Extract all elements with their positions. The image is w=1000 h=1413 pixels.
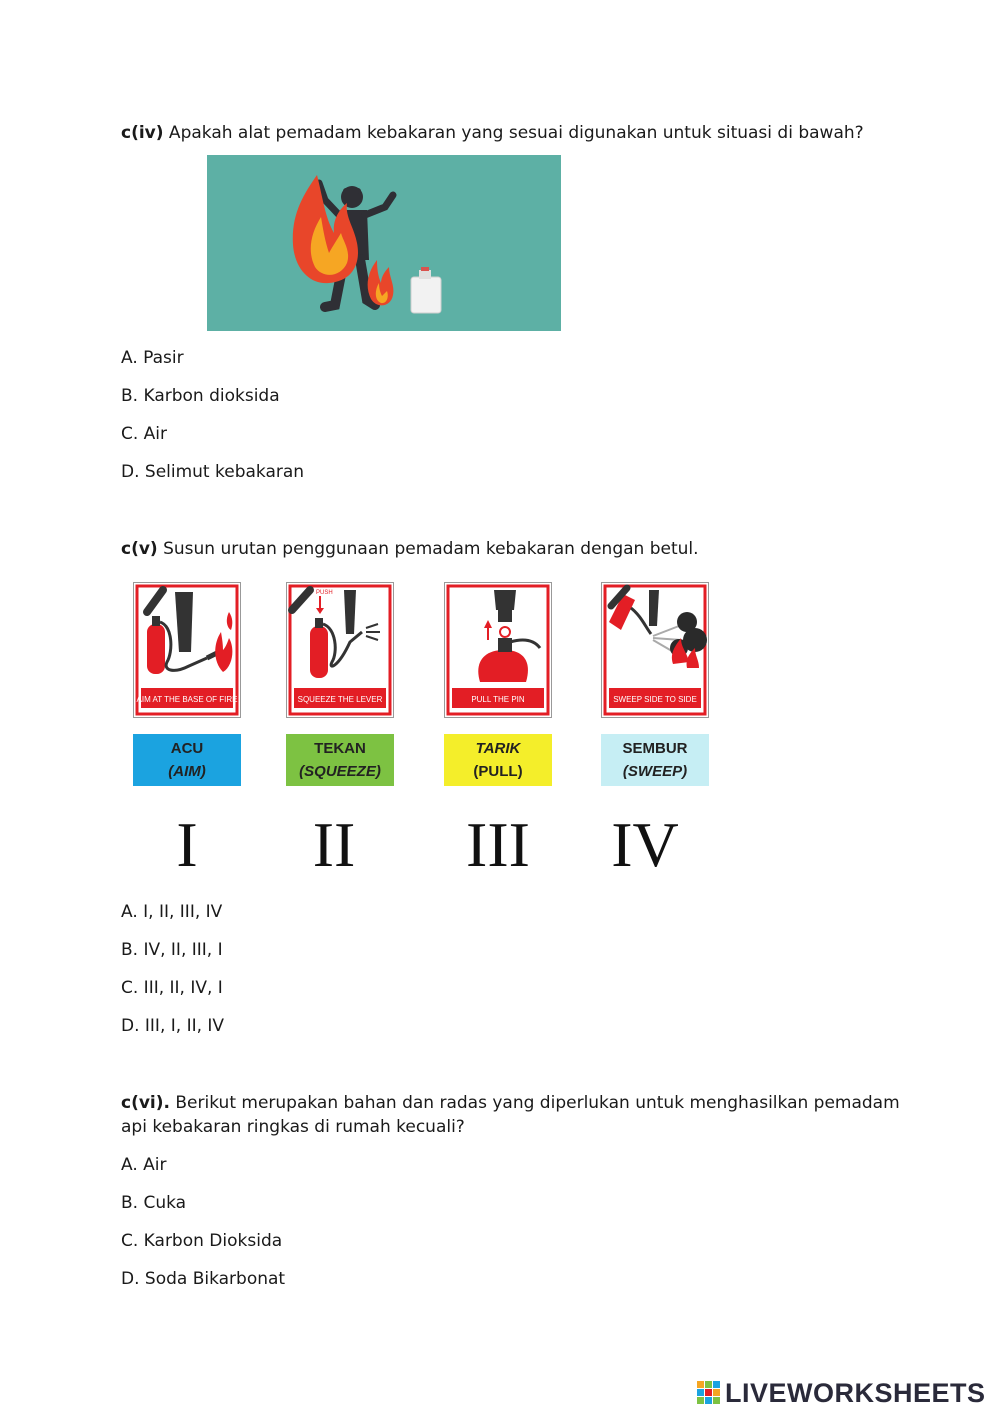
q5-option-b[interactable]: B. IV, II, III, I bbox=[121, 940, 223, 960]
question-c4 bbox=[121, 121, 864, 145]
label-word-tarik: TARIK bbox=[475, 740, 521, 757]
label-eng-squeeze: (SQUEEZE) bbox=[299, 763, 381, 780]
question-c6-label: c(vi). bbox=[121, 1093, 170, 1113]
label-box-acu bbox=[133, 734, 241, 786]
q4-option-d[interactable]: D. Selimut kebakaran bbox=[121, 462, 305, 482]
question-c5 bbox=[121, 537, 699, 561]
question-c6-text: Berikut merupakan bahan dan radas yang diperlukan untuk menghasilkan pemadam bbox=[169, 1093, 900, 1113]
extinguisher-card-squeeze bbox=[286, 582, 394, 718]
card-iv-caption: SWEEP SIDE TO SIDE bbox=[613, 695, 697, 704]
label-word-acu: ACU bbox=[170, 740, 204, 757]
question-c6 bbox=[121, 1091, 900, 1115]
liveworksheets-brand: LIVEWORKSHEETS bbox=[725, 1377, 986, 1408]
q6-option-c[interactable]: C. Karbon Dioksida bbox=[121, 1231, 283, 1251]
label-word-tekan: TEKAN bbox=[314, 740, 366, 757]
q6-option-b[interactable]: B. Cuka bbox=[121, 1193, 187, 1213]
label-eng-pull: (PULL) bbox=[473, 763, 523, 780]
roman-numeral-iii: III bbox=[466, 809, 530, 880]
question-c4-label: c(iv) bbox=[121, 123, 164, 143]
label-box-sembur bbox=[601, 734, 709, 786]
q6-option-d[interactable]: D. Soda Bikarbonat bbox=[121, 1269, 286, 1289]
q5-option-c[interactable]: C. III, II, IV, I bbox=[121, 978, 223, 998]
question-c5-text: Susun urutan penggunaan pemadam kebakaran dengan betul. bbox=[157, 539, 699, 559]
question-c5-label: c(v) bbox=[121, 539, 158, 559]
extinguisher-card-pull bbox=[444, 582, 552, 718]
extinguisher-card-aim bbox=[133, 582, 241, 718]
label-word-sembur: SEMBUR bbox=[622, 740, 688, 757]
q5-option-a[interactable]: A. I, II, III, IV bbox=[121, 902, 223, 922]
label-eng-aim: (AIM) bbox=[168, 763, 206, 780]
q6-option-a[interactable]: A. Air bbox=[121, 1155, 167, 1175]
q5-option-d[interactable]: D. III, I, II, IV bbox=[121, 1016, 225, 1036]
roman-numeral-iv: IV bbox=[611, 809, 679, 880]
liveworksheets-grid-icon bbox=[697, 1381, 721, 1405]
question-c4-text: Apakah alat pemadam kebakaran yang sesuai digunakan untuk situasi di bawah? bbox=[163, 123, 864, 143]
label-box-tekan bbox=[286, 734, 394, 786]
q4-option-a[interactable]: A. Pasir bbox=[121, 348, 184, 368]
roman-numeral-i: I bbox=[176, 809, 198, 880]
q4-option-c[interactable]: C. Air bbox=[121, 424, 168, 444]
card-iii-caption: PULL THE PIN bbox=[471, 695, 525, 704]
card-ii-caption: SQUEEZE THE LEVER bbox=[297, 695, 383, 704]
burning-person-illustration bbox=[207, 155, 561, 331]
roman-numeral-ii: II bbox=[312, 809, 356, 880]
card-ii-push-label: PUSH bbox=[316, 590, 333, 596]
label-box-tarik bbox=[444, 734, 552, 786]
extinguisher-card-sweep bbox=[601, 582, 709, 718]
q4-option-b[interactable]: B. Karbon dioksida bbox=[121, 386, 280, 406]
card-i-caption: AIM AT THE BASE OF FIRE bbox=[136, 695, 238, 704]
question-c6-line2: api kebakaran ringkas di rumah kecuali? bbox=[121, 1117, 465, 1137]
label-eng-sweep: (SWEEP) bbox=[622, 763, 688, 780]
liveworksheets-logo[interactable] bbox=[697, 1377, 986, 1409]
